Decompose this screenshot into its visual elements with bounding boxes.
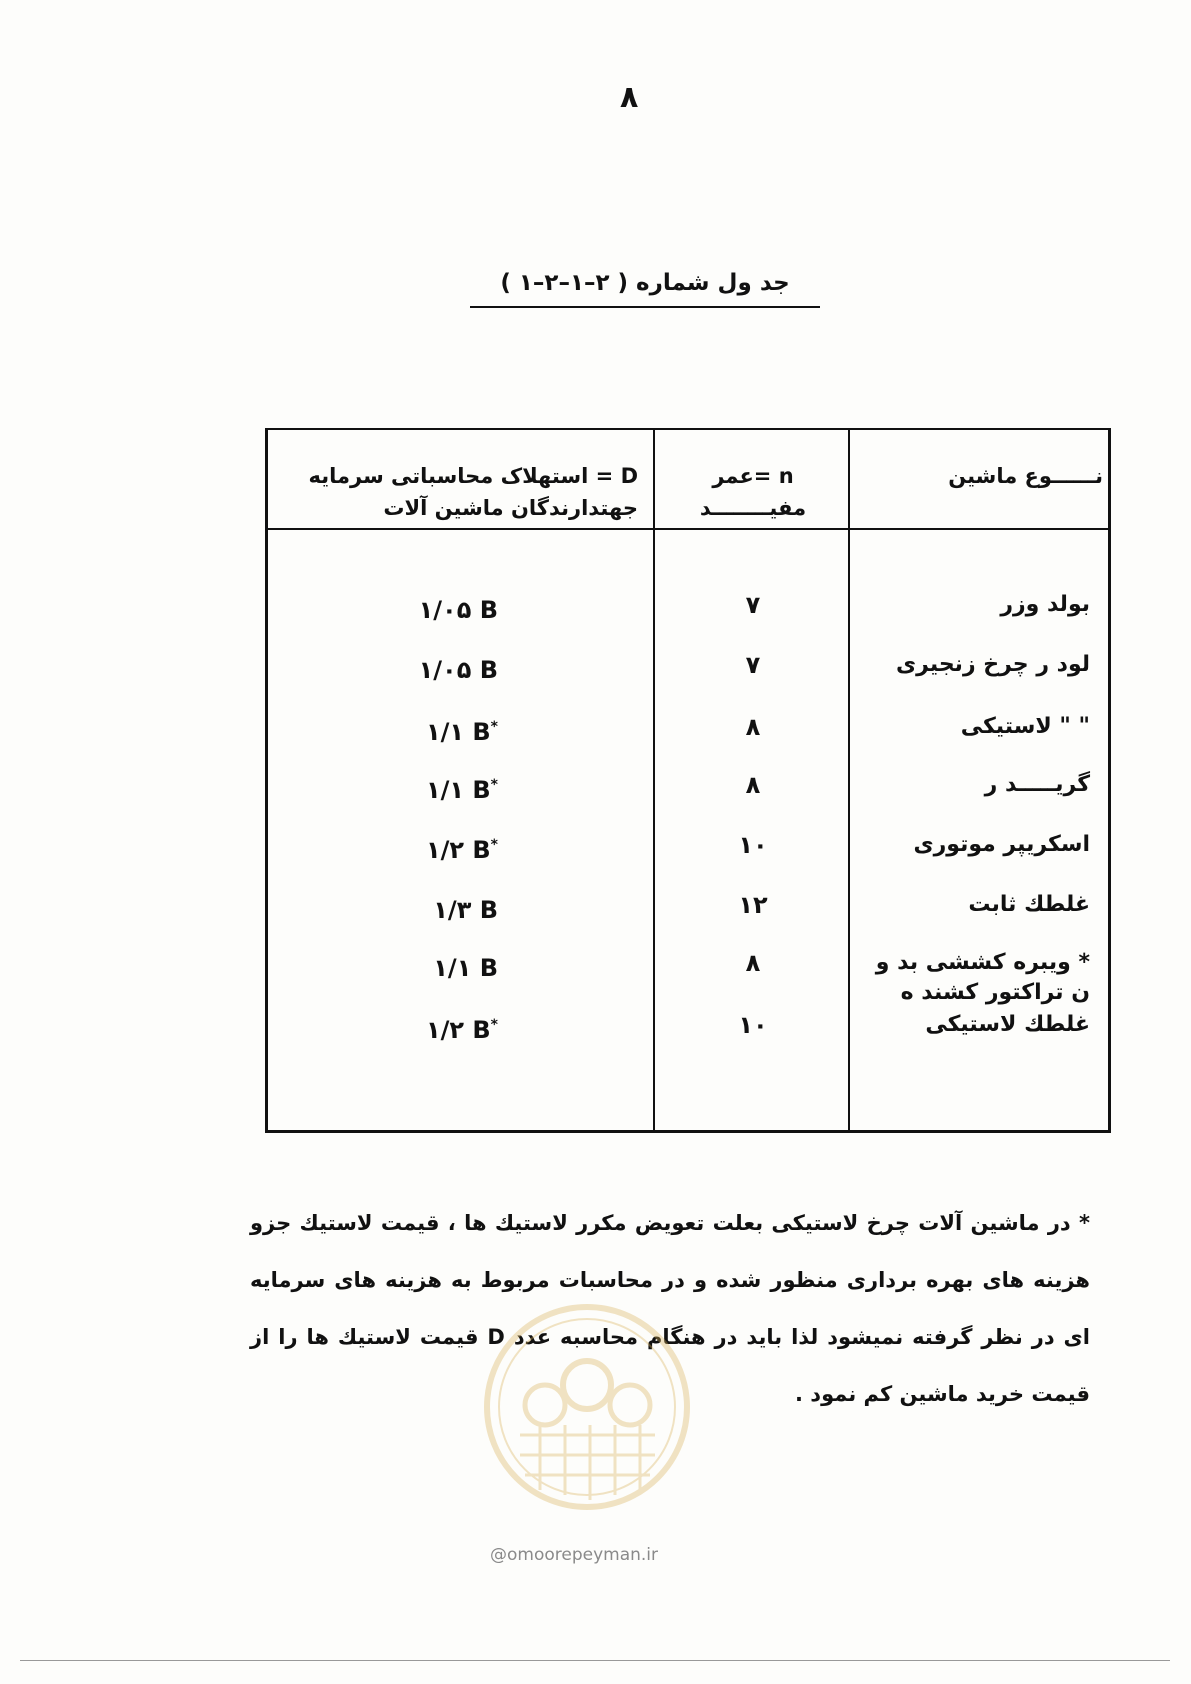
depreciation-unit: B	[479, 954, 498, 982]
depreciation-unit: B	[479, 896, 498, 924]
table-row	[268, 590, 1108, 650]
bottom-rule	[20, 1660, 1170, 1661]
watermark-text: @omoorepeyman.ir	[490, 1545, 659, 1565]
depreciation-value: ۱/۱	[433, 954, 472, 982]
cell-useful-life: ۱۰	[738, 1011, 768, 1039]
depreciation-value: ۱/۳	[433, 896, 472, 924]
depreciation-unit: B	[479, 656, 498, 684]
depreciation-value: ۱/۱	[425, 776, 465, 804]
cell-machine-type: * ویبره کششی بد و ن تراکتور کشند ه	[875, 950, 1090, 1005]
header-machine-type: نــــــوع ماشین	[948, 464, 1103, 488]
asterisk-mark: *	[490, 777, 498, 793]
table-row	[268, 948, 1108, 1008]
table-row	[268, 770, 1108, 830]
depreciation-value: ۱/۱	[425, 718, 465, 746]
cell-depreciation	[338, 890, 498, 925]
depreciation-unit: B	[472, 1016, 491, 1044]
header-depreciation: D = استهلاک محاسباتی سرمایه جهتدارندگان ماشین آلات	[308, 464, 638, 520]
table-row	[268, 712, 1108, 772]
cell-useful-life: ۸	[745, 713, 761, 741]
table-row	[268, 890, 1108, 950]
cell-machine-type: غلطك ثابت	[968, 892, 1090, 917]
page-number: ۸	[620, 80, 639, 115]
depreciation-value: ۱/۲	[425, 836, 465, 864]
cell-machine-type: لود ر چرخ زنجیری	[896, 652, 1090, 677]
cell-depreciation	[338, 830, 498, 865]
cell-machine-type: غلطك لاستیکی	[925, 1012, 1090, 1037]
depreciation-value: ۱/۰۵	[418, 656, 472, 684]
footnote: * در ماشین آلات چرخ لاستیکی بعلت تعویض مکرر لاستیك ها ، قیمت لاستیك جزو هزینه های بهره برداری منظور شده و در محاسبات مربوط به هزینه های سرمایه ای در نظر گرفته نمیشود لذا باید در هنگام محاسبه عدد D قیمت لاستیك ها را از قیمت خرید ماشین کم نمود .	[250, 1211, 1090, 1406]
table-row	[268, 830, 1108, 890]
asterisk-mark: *	[490, 1017, 498, 1033]
header-useful-life: n =عمر مفیــــــــد	[699, 464, 807, 520]
asterisk-mark: *	[490, 837, 498, 853]
cell-machine-type: بولد وزر	[1000, 592, 1090, 617]
depreciation-unit: B	[472, 776, 491, 804]
depreciation-unit: B	[479, 596, 498, 624]
depreciation-value: ۱/۲	[425, 1016, 465, 1044]
table-row	[268, 1010, 1108, 1070]
table-row	[268, 650, 1108, 710]
cell-machine-type: " " لاستیکی	[960, 714, 1090, 739]
cell-machine-type: گریـــــد ر	[984, 772, 1090, 797]
cell-depreciation	[338, 1010, 498, 1045]
cell-useful-life: ۷	[745, 591, 761, 619]
cell-depreciation	[338, 770, 498, 805]
cell-depreciation	[338, 650, 498, 685]
cell-useful-life: ۱۰	[738, 831, 768, 859]
asterisk-mark: *	[490, 719, 498, 735]
cell-depreciation	[338, 948, 498, 983]
watermark-stamp-icon	[480, 1295, 695, 1525]
depreciation-table	[265, 428, 1111, 1133]
depreciation-value: ۱/۰۵	[418, 596, 472, 624]
cell-useful-life: ۱۲	[738, 891, 768, 919]
cell-useful-life: ۸	[745, 771, 761, 799]
cell-useful-life: ۷	[745, 651, 761, 679]
table-title: جد ول شماره ( ۲–۱–۲–۱ )	[470, 270, 820, 308]
cell-useful-life: ۸	[745, 949, 761, 977]
header-divider	[268, 528, 1108, 530]
depreciation-unit: B	[472, 836, 491, 864]
cell-machine-type: اسکریپر موتوری	[913, 832, 1090, 857]
depreciation-unit: B	[472, 718, 491, 746]
cell-depreciation	[338, 590, 498, 625]
cell-depreciation	[338, 712, 498, 747]
